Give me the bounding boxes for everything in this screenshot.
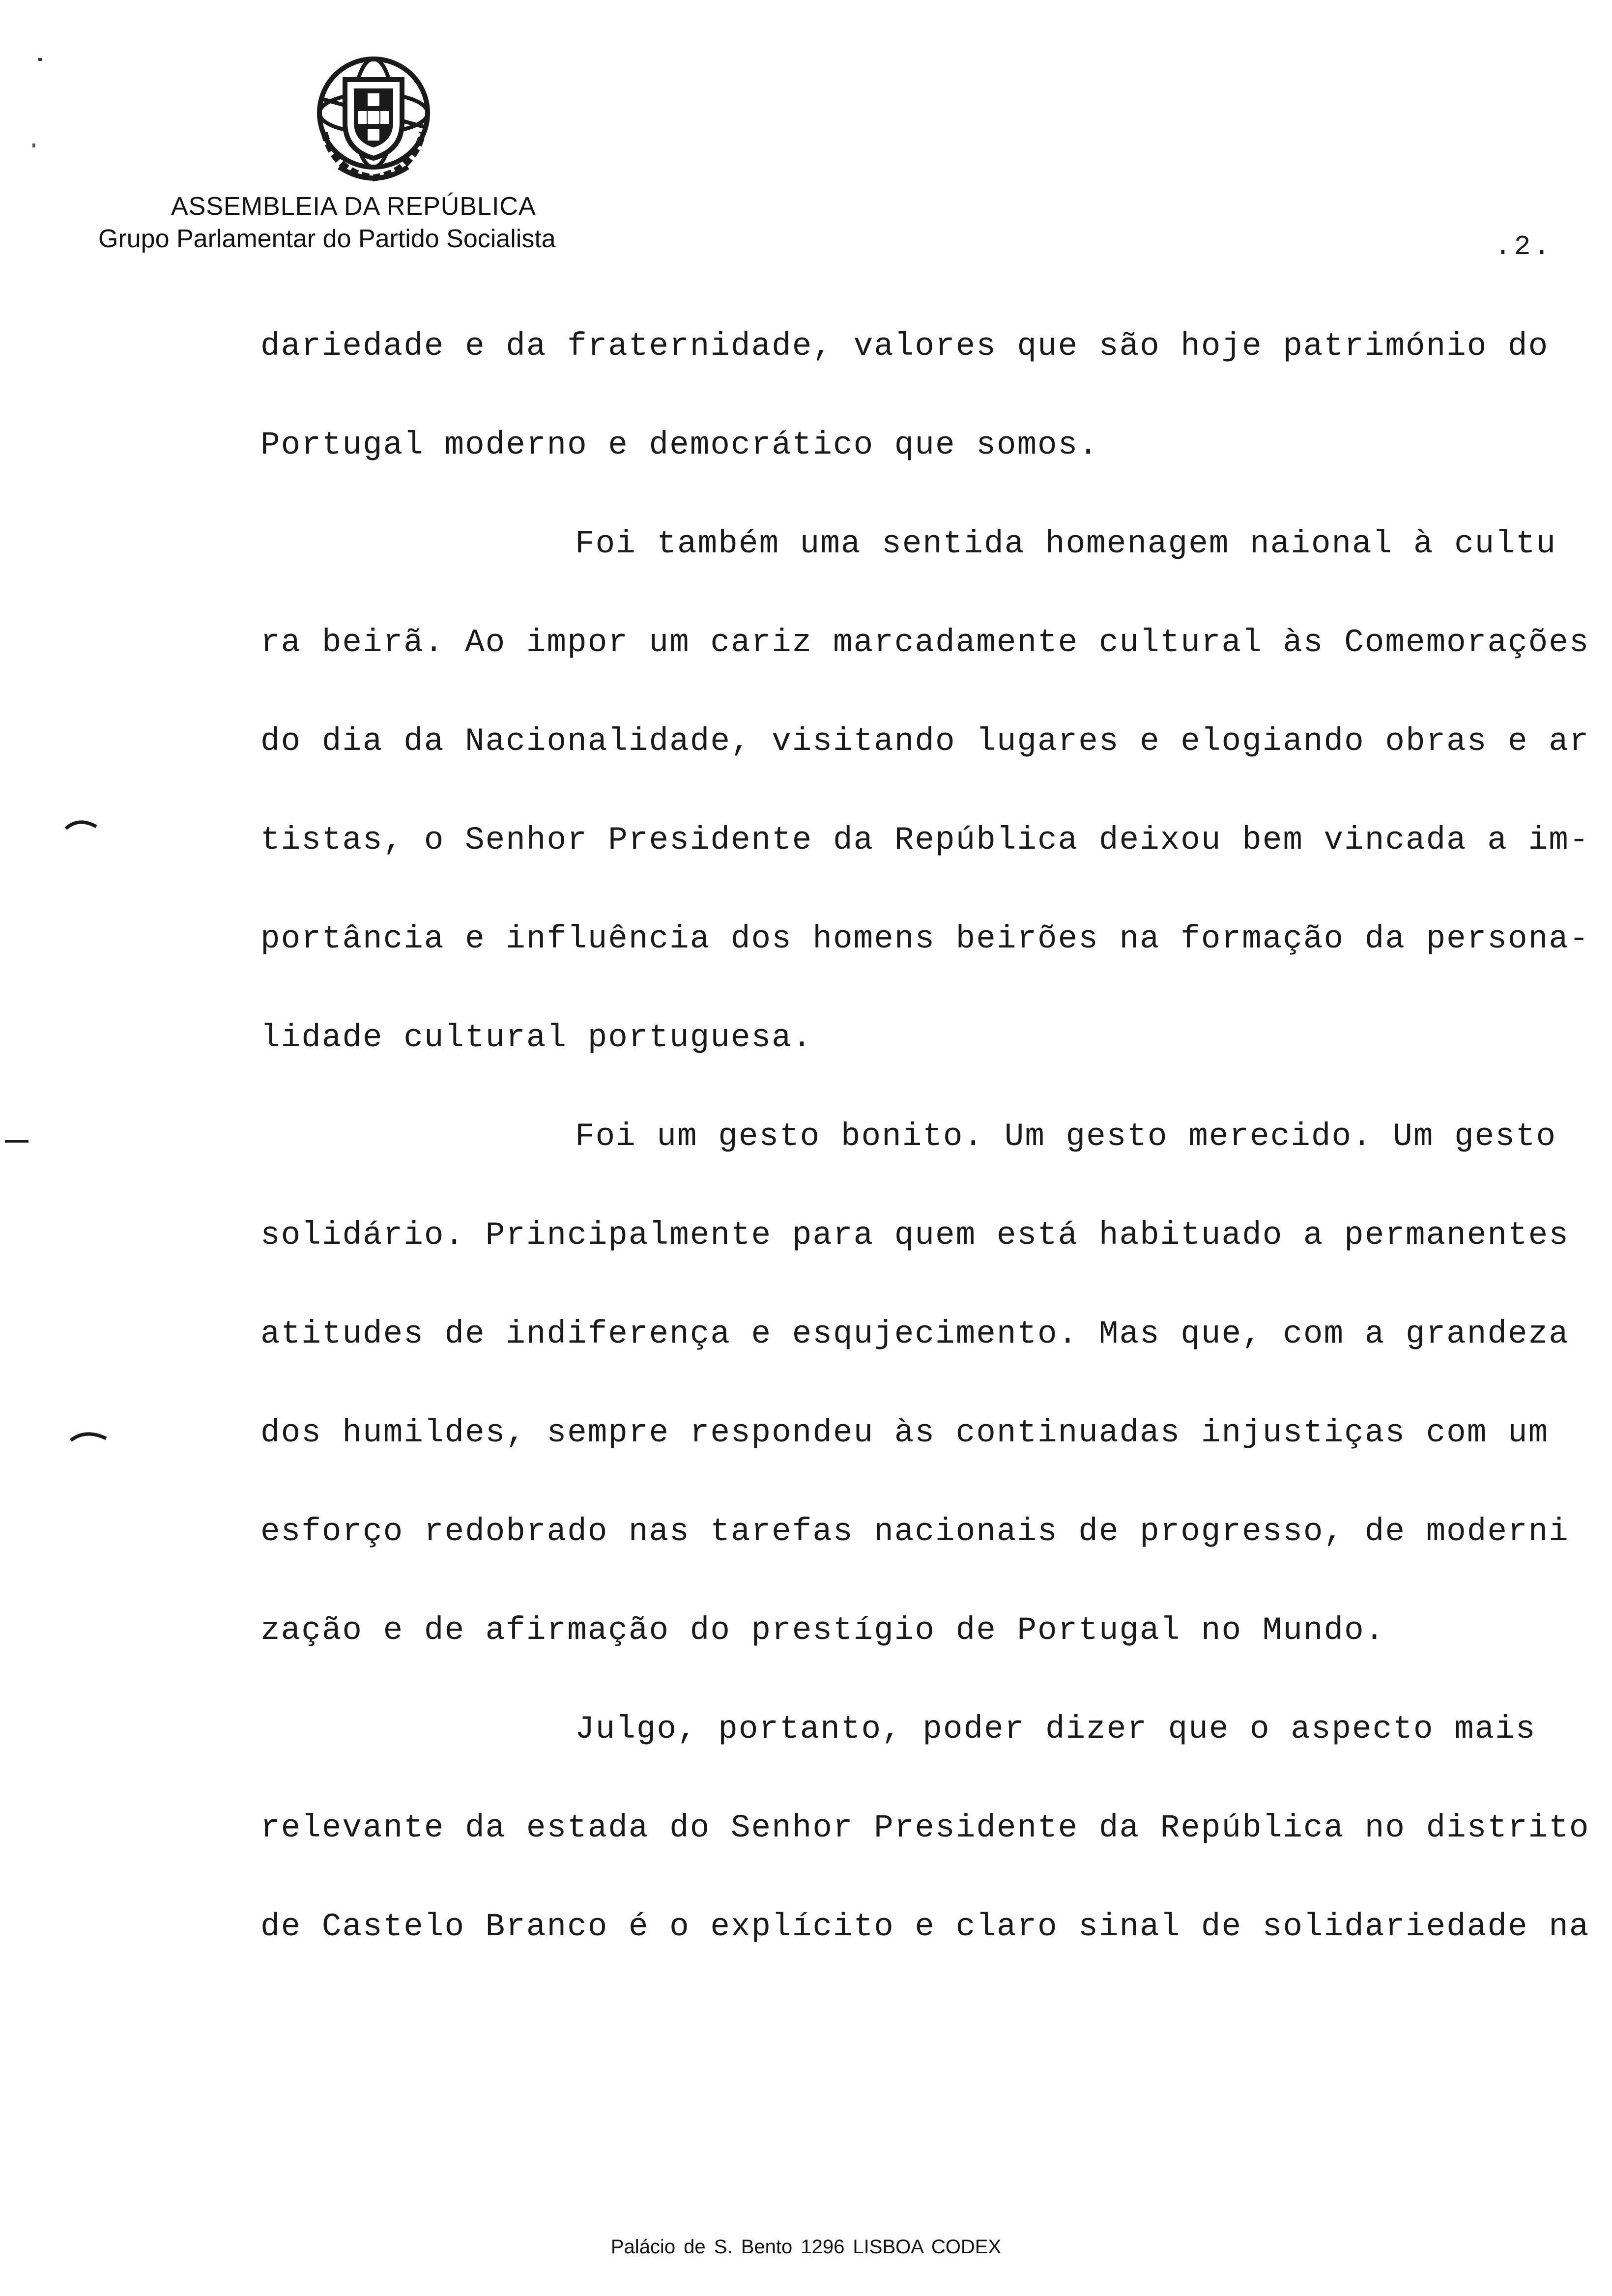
scan-mark <box>64 816 98 831</box>
text-line: lidade cultural portuguesa. <box>260 1019 813 1056</box>
page-number: .2. <box>1495 231 1553 262</box>
paragraph-start-line: Julgo, portanto, poder dizer que o aspecto mais <box>575 1711 1536 1748</box>
paragraph-start-line: Foi também uma sentida homenagem naional à cultu <box>575 525 1557 562</box>
text-line: atitudes de indiferença e esqujecimento. Mas que, com a grandeza <box>260 1316 1569 1352</box>
footer-address: Palácio de S. Bento 1296 LISBOA CODEX <box>610 2236 1002 2258</box>
scan-dot <box>32 144 35 147</box>
text-line: dos humildes, sempre respondeu às continuadas injustiças com um <box>260 1414 1549 1451</box>
text-line: portância e influência dos homens beirões na formação da persona- <box>260 920 1590 957</box>
scan-dot <box>38 58 42 61</box>
coat-of-arms-emblem <box>305 49 442 187</box>
text-line: relevante da estada do Senhor Presidente da República no distrito <box>260 1809 1590 1846</box>
parliamentary-group: Grupo Parlamentar do Partido Socialista <box>98 225 556 253</box>
document-body <box>260 322 1590 2001</box>
text-line: ra beirã. Ao impor um cariz marcadamente cultural às Comemorações <box>260 624 1590 661</box>
text-line: dariedade e da fraternidade, valores que são hoje património do <box>260 328 1549 365</box>
text-line: Portugal moderno e democrático que somos. <box>260 427 1099 463</box>
text-line: de Castelo Branco é o explícito e claro sinal de solidariedade na <box>260 1908 1590 1945</box>
text-line: tistas, o Senhor Presidente da República deixou bem vincada a im- <box>260 822 1590 859</box>
scan-dash <box>5 1140 29 1143</box>
text-line: zação e de afirmação do prestígio de Portugal no Mundo. <box>260 1612 1385 1649</box>
scan-mark <box>69 1428 108 1442</box>
text-line: solidário. Principalmente para quem está habituado a permanentes <box>260 1217 1569 1254</box>
text-line: do dia da Nacionalidade, visitando lugares e elogiando obras e ar <box>260 723 1590 760</box>
organization-name: ASSEMBLEIA DA REPÚBLICA <box>171 192 536 221</box>
paragraph-start-line: Foi um gesto bonito. Um gesto merecido. Um gesto <box>575 1118 1557 1155</box>
text-line: esforço redobrado nas tarefas nacionais de progresso, de moderni <box>260 1513 1569 1550</box>
